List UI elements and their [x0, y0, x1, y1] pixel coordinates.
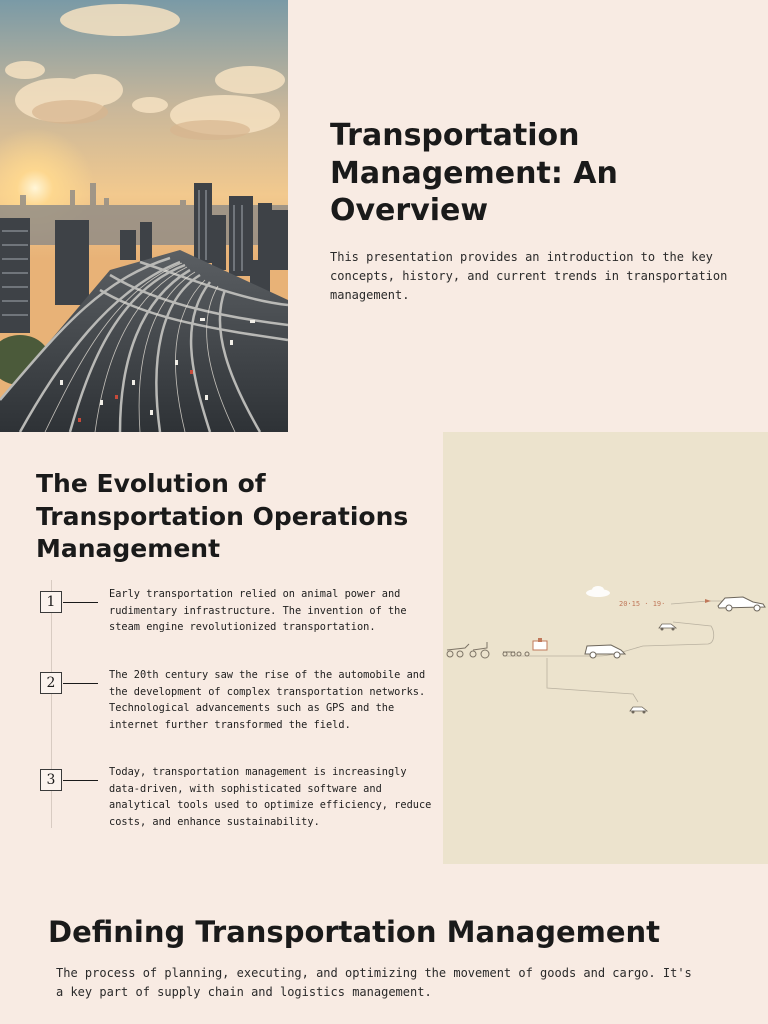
cloud-icon	[586, 586, 610, 597]
city-highway-photo	[0, 0, 288, 432]
step-text: Today, transportation management is increasingly data-driven, with sophisticated software and analytical tools used to optimize efficiency, reduce costs, and enhance sustainability.	[109, 766, 432, 828]
step-connector	[63, 683, 98, 684]
defining-description: The process of planning, executing, and optimizing the movement of goods and cargo. It's a key part of supply chain and logistics management.	[56, 966, 692, 999]
step-number-badge: 3	[40, 769, 62, 791]
step-connector	[63, 602, 98, 603]
step-connector	[63, 780, 98, 781]
hero-section	[0, 0, 768, 432]
evolution-section	[0, 432, 768, 864]
steam-engine-icon	[533, 638, 547, 650]
carriage-icon	[447, 642, 529, 658]
presentation-title: Transportation Management: An Overview	[330, 118, 618, 228]
step-number-badge: 1	[40, 591, 62, 613]
future-car-icon	[630, 707, 647, 714]
evolution-title: The Evolution of Transportation Operations Management	[36, 469, 409, 563]
modern-car-icon	[718, 597, 765, 611]
defining-section	[0, 864, 768, 1024]
vintage-car-icon	[585, 645, 625, 658]
illustration-date-label: 20·15 · 19·	[619, 600, 666, 608]
small-car-icon	[659, 624, 676, 631]
step-text: Early transportation relied on animal power and rudimentary infrastructure. The invention of the steam engine revolutionized transportation.	[109, 588, 407, 633]
defining-title: Defining Transportation Management	[48, 915, 661, 949]
presentation-description: This presentation provides an introduction to the key concepts, history, and current trends in transportation management.	[330, 250, 728, 302]
step-number-badge: 2	[40, 672, 62, 694]
step-text: The 20th century saw the rise of the automobile and the development of complex transportation networks. Technological advancements such as GPS and the internet further transformed the field.	[109, 669, 426, 731]
transport-evolution-illustration	[443, 432, 768, 864]
